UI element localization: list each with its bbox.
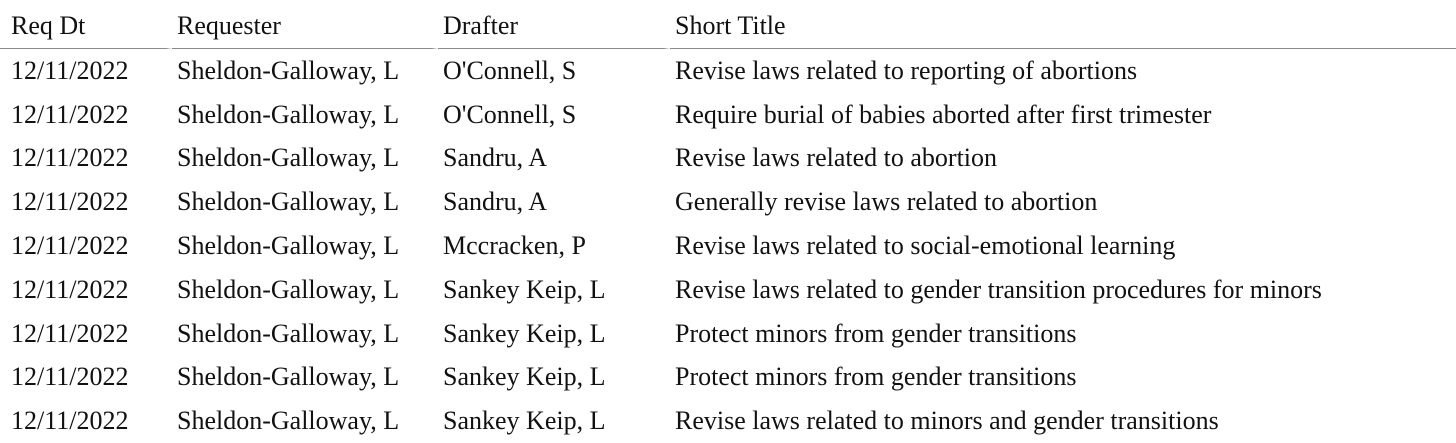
- cell-req-dt: 12/11/2022: [11, 406, 129, 436]
- table-header: [0, 0, 1456, 49]
- table-row: [0, 356, 1456, 400]
- cell-drafter: Sankey Keip, L: [443, 362, 606, 392]
- cell-short-title: Require burial of babies aborted after first trimester: [675, 99, 1212, 129]
- cell-req-dt: 12/11/2022: [11, 318, 129, 348]
- cell-req-dt: 12/11/2022: [11, 187, 129, 217]
- table-row: [0, 137, 1456, 181]
- cell-req-dt: 12/11/2022: [11, 55, 129, 85]
- table-row: [0, 49, 1456, 93]
- cell-req-dt: 12/11/2022: [11, 143, 129, 173]
- column-header-requester: Requester: [172, 0, 438, 49]
- cell-drafter: Sankey Keip, L: [443, 318, 606, 348]
- table-row: [0, 180, 1456, 224]
- cell-short-title: Generally revise laws related to abortion: [675, 187, 1098, 217]
- cell-drafter: Sankey Keip, L: [443, 274, 606, 304]
- cell-short-title: Revise laws related to gender transition procedures for minors: [675, 274, 1322, 304]
- cell-requester: Sheldon-Galloway, L: [177, 318, 400, 348]
- cell-short-title: Protect minors from gender transitions: [675, 362, 1077, 392]
- table-row: [0, 268, 1456, 312]
- table-row: [0, 399, 1456, 443]
- cell-req-dt: 12/11/2022: [11, 274, 129, 304]
- cell-drafter: O'Connell, S: [443, 99, 577, 129]
- cell-short-title: Revise laws related to reporting of abortions: [675, 55, 1138, 85]
- cell-short-title: Revise laws related to minors and gender transitions: [675, 406, 1219, 436]
- column-header-drafter: Drafter: [438, 0, 670, 49]
- cell-requester: Sheldon-Galloway, L: [177, 362, 400, 392]
- cell-short-title: Protect minors from gender transitions: [675, 318, 1077, 348]
- table-body: [0, 49, 1456, 443]
- cell-requester: Sheldon-Galloway, L: [177, 406, 400, 436]
- cell-drafter: O'Connell, S: [443, 55, 577, 85]
- cell-requester: Sheldon-Galloway, L: [177, 99, 400, 129]
- cell-requester: Sheldon-Galloway, L: [177, 231, 400, 261]
- cell-req-dt: 12/11/2022: [11, 231, 129, 261]
- table-row: [0, 93, 1456, 137]
- cell-drafter: Sandru, A: [443, 143, 547, 173]
- table-row: [0, 224, 1456, 268]
- column-header-req-dt: Req Dt: [0, 0, 172, 49]
- cell-drafter: Sankey Keip, L: [443, 406, 606, 436]
- cell-requester: Sheldon-Galloway, L: [177, 143, 400, 173]
- cell-drafter: Sandru, A: [443, 187, 547, 217]
- cell-drafter: Mccracken, P: [443, 231, 586, 261]
- cell-req-dt: 12/11/2022: [11, 99, 129, 129]
- header-row: [0, 0, 1456, 49]
- cell-req-dt: 12/11/2022: [11, 362, 129, 392]
- cell-requester: Sheldon-Galloway, L: [177, 55, 400, 85]
- cell-short-title: Revise laws related to social-emotional learning: [675, 231, 1176, 261]
- column-header-short-title: Short Title: [670, 0, 1456, 49]
- cell-requester: Sheldon-Galloway, L: [177, 187, 400, 217]
- cell-requester: Sheldon-Galloway, L: [177, 274, 400, 304]
- cell-short-title: Revise laws related to abortion: [675, 143, 998, 173]
- table-row: [0, 312, 1456, 356]
